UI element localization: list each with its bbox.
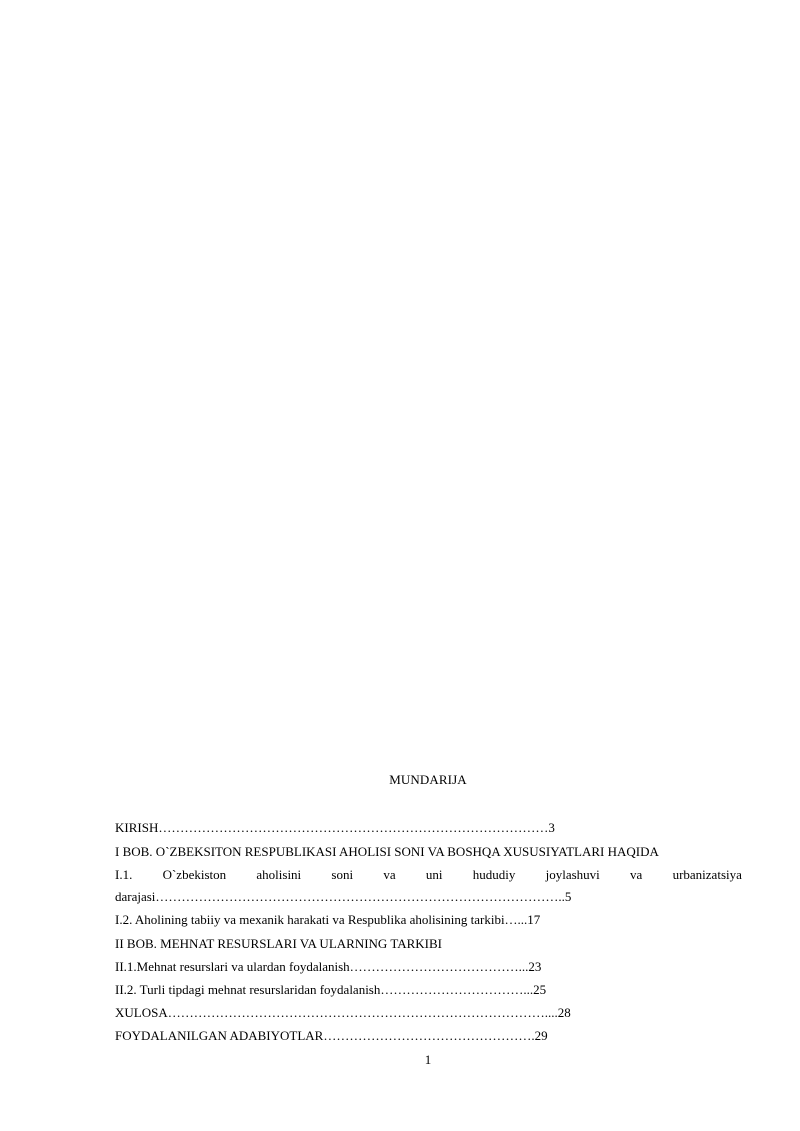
toc-entry-xulosa: XULOSA……………………………………………………………………………....28 xyxy=(115,1005,571,1020)
toc-word: soni xyxy=(331,867,354,882)
toc-entry-adabiyotlar: FOYDALANILGAN ADABIYOTLAR………………………………………….29 xyxy=(115,1028,548,1043)
toc-entry-chapter-1: I BOB. O`ZBEKSITON RESPUBLIKASI AHOLISI SONI VA BOSHQA XUSUSIYATLARI HAQIDA xyxy=(115,844,659,859)
toc-entry-chapter-2: II BOB. MEHNAT RESURSLARI VA ULARNING TARKIBI xyxy=(115,936,442,951)
toc-word: joylashuvi xyxy=(545,867,600,882)
toc-word: O`zbekiston xyxy=(162,867,227,882)
toc-word: I.1. xyxy=(115,867,133,882)
toc-word: hududiy xyxy=(472,867,516,882)
toc-word: aholisini xyxy=(256,867,302,882)
toc-entry-1-2: I.2. Aholining tabiiy va mexanik harakati va Respublika aholisining tarkibi…...17 xyxy=(115,912,541,927)
toc-word: uni xyxy=(425,867,443,882)
toc-entry-1-1-continuation: darajasi…………………………………………………………………………………..5 xyxy=(115,889,572,904)
toc-title: MUNDARIJA xyxy=(389,772,467,787)
toc-entry-2-2: II.2. Turli tipdagi mehnat resurslaridan foydalanish……………………………...25 xyxy=(115,982,547,997)
toc-word: urbanizatsiya xyxy=(672,867,742,882)
toc-word: va xyxy=(383,867,396,882)
toc-entry-2-1: II.1.Mehnat resurslari va ulardan foydalanish…………………………………...23 xyxy=(115,959,542,974)
toc-entry-kirish: KIRISH………………………………………………………………………………3 xyxy=(115,820,555,835)
toc-word: va xyxy=(630,867,643,882)
page-number: 1 xyxy=(424,1052,432,1067)
toc-entry-1-1 xyxy=(115,867,742,883)
